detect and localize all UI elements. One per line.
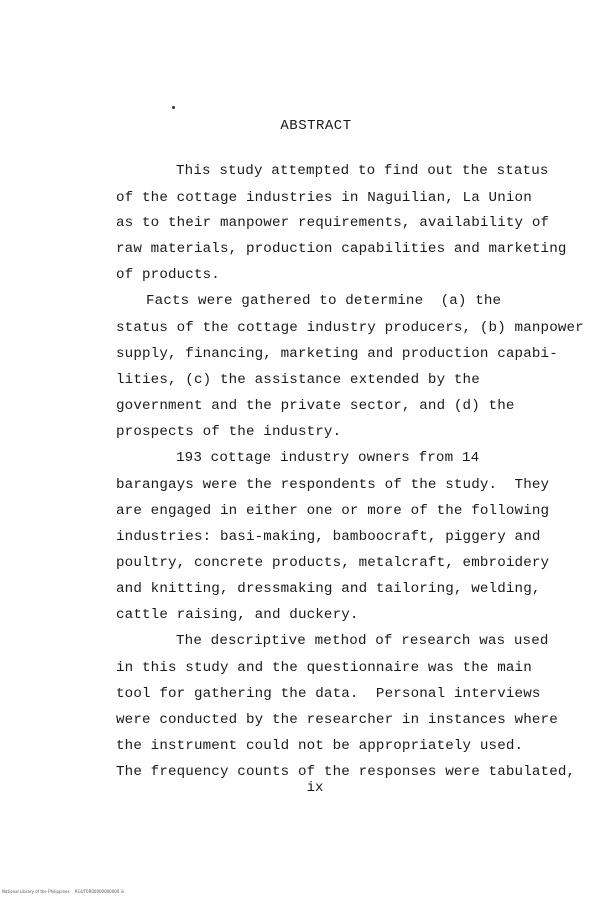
paragraph-1-line-2: of the cottage industries in Naguilian, La Union bbox=[116, 190, 532, 206]
paragraph-2-line-6: prospects of the industry. bbox=[116, 424, 342, 440]
paragraph-4-line-2: in this study and the questionnaire was the main bbox=[116, 660, 532, 676]
paragraph-2-line-3: supply, financing, marketing and production capabi- bbox=[116, 346, 558, 362]
paragraph-3-line-2: barangays were the respondents of the study. They bbox=[116, 477, 550, 493]
paragraph-2-line-2: status of the cottage industry producers, (b) manpower bbox=[116, 320, 584, 336]
paragraph-3-line-7: cattle raising, and duckery. bbox=[116, 607, 359, 623]
scan-speck bbox=[172, 106, 175, 109]
page-number: ix bbox=[306, 780, 324, 796]
paragraph-4-line-3: tool for gathering the data. Personal interviews bbox=[116, 686, 541, 702]
paragraph-2-line-5: government and the private sector, and (d) the bbox=[116, 398, 515, 414]
paragraph-4-line-4: were conducted by the researcher in instances where bbox=[116, 712, 558, 728]
paragraph-3-line-1: 193 cottage industry owners from 14 bbox=[176, 450, 480, 466]
paragraph-4-line-5: the instrument could not be appropriately used. bbox=[116, 738, 524, 754]
scan-footer: National Library of the Philippines RGUT0R00000000000 iii bbox=[2, 889, 124, 894]
paragraph-3-line-6: and knitting, dressmaking and tailoring, welding, bbox=[116, 581, 541, 597]
paragraph-4-line-1: The descriptive method of research was used bbox=[176, 633, 549, 649]
paragraph-3-line-3: are engaged in either one or more of the following bbox=[116, 503, 550, 519]
paragraph-1-line-5: of products. bbox=[116, 267, 220, 283]
paragraph-3-line-5: poultry, concrete products, metalcraft, embroidery bbox=[116, 555, 550, 571]
paragraph-1-line-4: raw materials, production capabilities and marketing bbox=[116, 241, 567, 257]
paragraph-1-line-3: as to their manpower requirements, availability of bbox=[116, 215, 550, 231]
page-title: ABSTRACT bbox=[280, 118, 352, 134]
paragraph-1-line-1: This study attempted to find out the status bbox=[176, 163, 549, 179]
paragraph-4-line-6: The frequency counts of the responses were tabulated, bbox=[116, 764, 576, 780]
paragraph-3-line-4: industries: basi-making, bamboocraft, piggery and bbox=[116, 529, 541, 545]
paragraph-2-line-4: lities, (c) the assistance extended by the bbox=[116, 372, 480, 388]
paragraph-2-line-1: Facts were gathered to determine (a) the bbox=[146, 293, 502, 309]
